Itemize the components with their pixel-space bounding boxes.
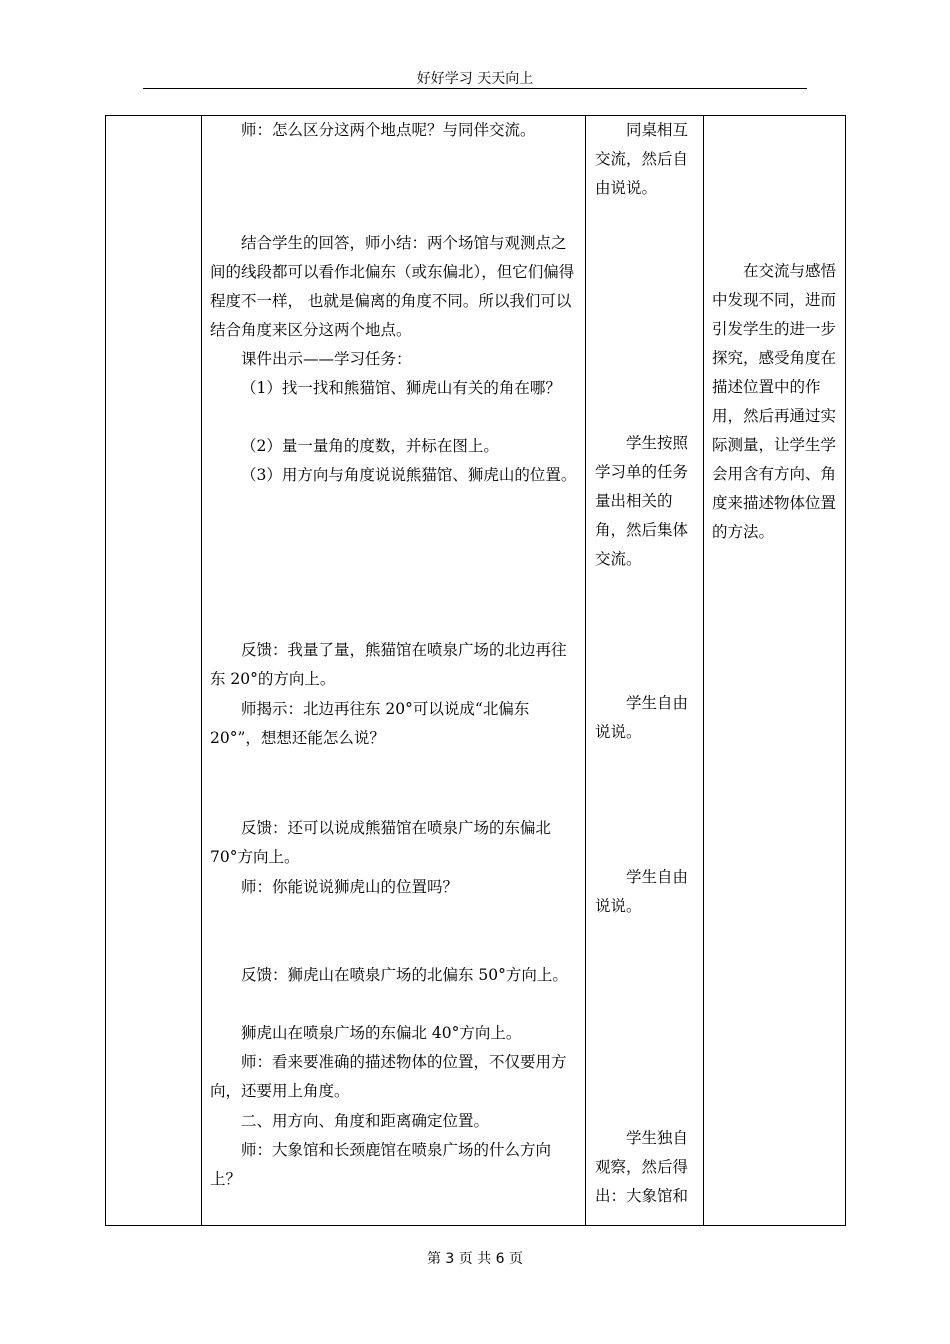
activity-paragraph: 狮虎山在喷泉广场的东偏北 40°方向上。 [241, 1024, 522, 1042]
activity-paragraph: 二、用方向、角度和距离确定位置。 [241, 1112, 490, 1130]
activity-paragraph: 师揭示：北边再往东 20°可以说成“北偏东 20°”，想想还能怎么说？ [210, 700, 530, 747]
activity-paragraph: 反馈：还可以说成熊猫馆在喷泉广场的东偏北 70°方向上。 [210, 819, 552, 866]
student-activity: 学生自由说说。 [595, 868, 689, 915]
header-divider [143, 88, 807, 89]
design-intent: 在交流与感悟中发现不同，进而引发学生的进一步探究，感受角度在描述位置中的作用，然后再通过实际测量，让学生学会用含有方向、角度来描述物体位置的方法。 [712, 262, 837, 541]
column-divider-1 [201, 116, 202, 1225]
activity-paragraph: （2）量一量角的度数，并标在图上。 [241, 437, 499, 455]
column-divider-2 [585, 116, 586, 1225]
student-activity: 同桌相互交流，然后自由说说。 [595, 121, 689, 197]
activity-paragraph: 反馈：我量了量，熊猫馆在喷泉广场的北边再往东 20°的方向上。 [210, 641, 567, 688]
activity-paragraph: 反馈：狮虎山在喷泉广场的北偏东 50°方向上。 [241, 966, 568, 984]
activity-paragraph: （3）用方向与角度说说熊猫馆、狮虎山的位置。 [241, 466, 577, 484]
student-activity: 学生独自观察，然后得出：大象馆和 [595, 1129, 689, 1205]
page-number: 第 3 页 共 6 页 [426, 1251, 524, 1267]
activity-paragraph: 结合学生的回答，师小结：两个场馆与观测点之间的线段都可以看作北偏东（或东偏北），但它们偏得程度不一样， 也就是偏离的角度不同。所以我们可以结合角度来区分这两个地点。 [210, 234, 575, 339]
activity-paragraph: 师：大象馆和长颈鹿馆在喷泉广场的什么方向上？ [210, 1141, 552, 1188]
student-activity: 学生自由说说。 [595, 694, 689, 741]
activity-paragraph: 课件出示——学习任务： [241, 350, 412, 368]
activity-paragraph: 师：看来要准确的描述物体的位置，不仅要用方向，还要用上角度。 [210, 1053, 567, 1100]
activity-paragraph: （1）找一找和熊猫馆、狮虎山有关的角在哪？ [241, 379, 561, 397]
student-activity: 学生按照学习单的任务量出相关的角，然后集体交流。 [595, 434, 689, 568]
lesson-table [105, 115, 846, 1226]
activity-paragraph: 师：怎么区分这两个地点呢？与同伴交流。 [241, 121, 536, 139]
column-divider-3 [703, 116, 704, 1225]
activity-paragraph: 师：你能说说狮虎山的位置吗？ [241, 878, 459, 896]
page-header-title: 好好学习 天天向上 [416, 71, 534, 87]
